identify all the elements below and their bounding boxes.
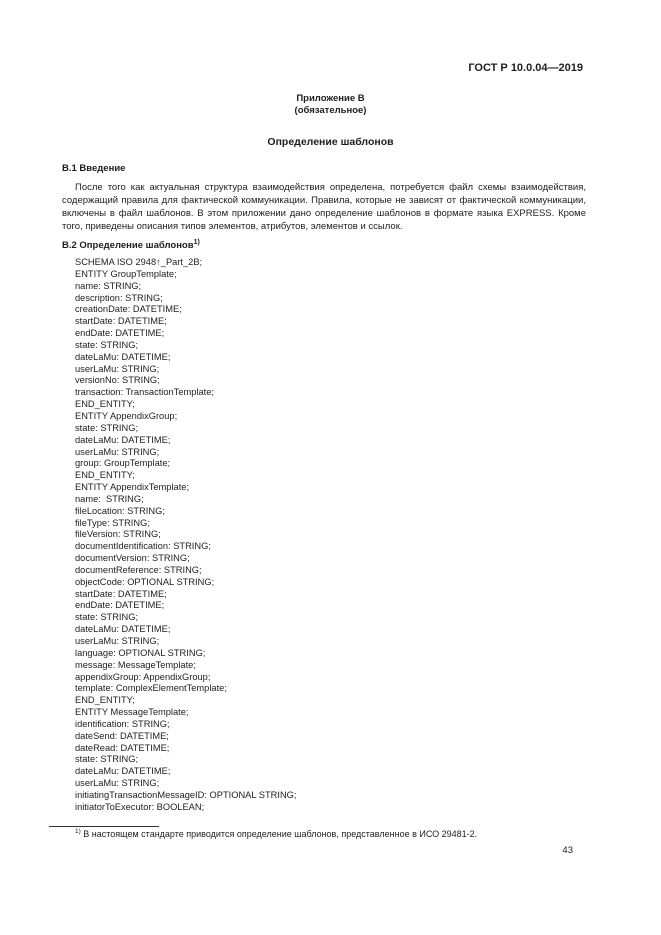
code-line: initiatorToExecutor: BOOLEAN;: [75, 801, 205, 812]
code-line: initiatingTransactionMessageID: OPTIONAL STRING;: [75, 789, 297, 800]
code-line: group: GroupTemplate;: [75, 458, 171, 469]
code-line: state: STRING;: [75, 754, 139, 765]
code-line: SCHEMA ISO 2948↑_Part_2B;: [75, 257, 203, 267]
footnote-text: В настоящем стандарте приводится определение шаблонов, представленное в ИСО 29481-2.: [83, 829, 478, 839]
express-code-listing: [75, 257, 296, 814]
footnote-reference: 1): [193, 239, 200, 246]
code-line: endDate: DATETIME;: [75, 600, 165, 611]
code-line: name: STRING;: [75, 493, 144, 504]
page-title: Определение шаблонов: [267, 136, 394, 148]
code-line: dateSend: DATETIME;: [75, 730, 169, 741]
code-line: startDate: DATETIME;: [75, 588, 167, 599]
code-line: appendixGroup: AppendixGroup;: [75, 671, 211, 682]
code-line: ENTITY MessageTemplate;: [75, 707, 189, 718]
code-line: message: MessageTemplate;: [75, 659, 196, 670]
annex-title: Приложение В: [296, 93, 365, 104]
code-line: dateLaMu: DATETIME;: [75, 624, 171, 635]
code-line: userLaMu: STRING;: [75, 446, 160, 457]
code-line: fileLocation: STRING;: [75, 505, 165, 516]
document-header: ГОСТ Р 10.0.04—2019: [468, 62, 583, 74]
code-line: identification: STRING;: [75, 718, 170, 729]
section-heading-text: В.2 Определение шаблонов: [62, 240, 194, 252]
code-line: state: STRING;: [75, 422, 139, 433]
code-line: userLaMu: STRING;: [75, 778, 160, 789]
footnote-separator: [49, 826, 159, 827]
section-heading-templates: [62, 239, 200, 251]
code-line: fileVersion: STRING;: [75, 529, 161, 540]
code-line: END_ENTITY;: [75, 399, 135, 410]
code-line: documentVersion: STRING;: [75, 553, 190, 564]
code-line: creationDate: DATETIME;: [75, 304, 182, 315]
code-line: dateLaMu: DATETIME;: [75, 351, 171, 362]
code-line: END_ENTITY;: [75, 695, 135, 706]
section-heading-intro: В.1 Введение: [62, 163, 126, 174]
code-line: startDate: DATETIME;: [75, 316, 167, 327]
code-line: template: ComplexElementTemplate;: [75, 683, 227, 694]
code-line: description: STRING;: [75, 292, 163, 303]
page-number: 43: [562, 845, 573, 856]
code-line: dateLaMu: DATETIME;: [75, 434, 171, 445]
code-line: documentReference: STRING;: [75, 564, 202, 575]
annex-status: (обязательное): [294, 105, 367, 116]
code-line: fileType: STRING;: [75, 517, 150, 528]
code-line: versionNo: STRING;: [75, 375, 160, 386]
code-line: ENTITY AppendixTemplate;: [75, 482, 190, 493]
footnote-mark: 1): [75, 828, 81, 835]
code-line: dateRead: DATETIME;: [75, 742, 170, 753]
footnote: [75, 828, 477, 839]
code-line: name: STRING;: [75, 280, 142, 291]
intro-paragraph: После того как актуальная структура взаимодействия определена, потребуется файл схемы взаимодействия, содержащий правила для фактической коммуникации. Правила, которые не зависят от фактической коммуникации, включены в файл шаблонов. В этом приложении дано определение шаблонов в формате языка EXPRESS. Кроме того, приведены описания типов элементов, атрибутов, элементов и ссылок.: [62, 182, 586, 232]
code-line: state: STRING;: [75, 339, 139, 350]
code-line: language: OPTIONAL STRING;: [75, 647, 206, 658]
code-line: dateLaMu: DATETIME;: [75, 766, 171, 777]
code-line: state: STRING;: [75, 612, 139, 623]
code-line: transaction: TransactionTemplate;: [75, 387, 215, 398]
code-line: userLaMu: STRING;: [75, 363, 160, 374]
code-line: endDate: DATETIME;: [75, 328, 165, 339]
code-line: ENTITY AppendixGroup;: [75, 410, 178, 421]
code-line: userLaMu: STRING;: [75, 636, 160, 646]
code-line: documentIdentification: STRING;: [75, 541, 211, 552]
code-line: END_ENTITY;: [75, 470, 135, 481]
code-line: objectCode: OPTIONAL STRING;: [75, 576, 215, 587]
code-line: ENTITY GroupTemplate;: [75, 268, 177, 279]
